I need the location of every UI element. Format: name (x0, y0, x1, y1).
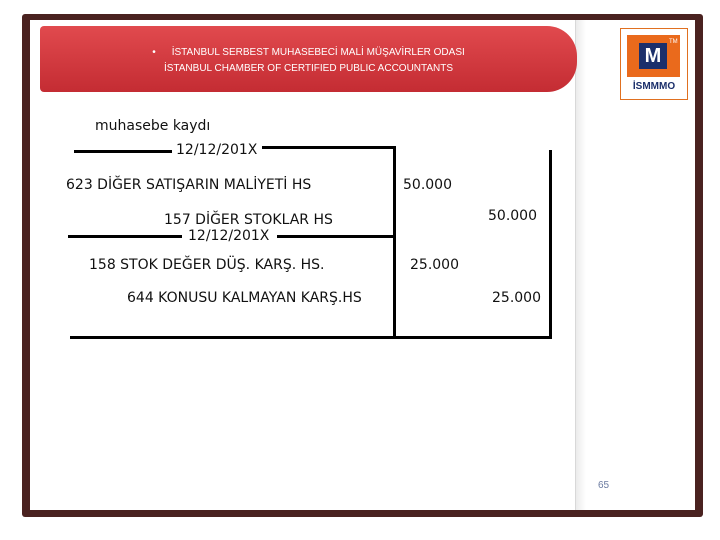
header-title-tr: İSTANBUL SERBEST MUHASEBECİ MALİ MÜŞAVİRLER ODASI (171, 47, 465, 58)
debit-account-2: 158 STOK DEĞER DÜŞ. KARŞ. HS. (89, 257, 325, 273)
credit-account-2: 644 KONUSU KALMAYAN KARŞ.HS (127, 290, 362, 306)
entry-title: muhasebe kaydı (95, 118, 211, 134)
credit-amount-1: 50.000 (488, 208, 537, 224)
debit-amount-2: 25.000 (410, 257, 459, 273)
header-banner (40, 26, 577, 92)
page-number: 65 (598, 480, 610, 491)
rule-mid-left (68, 235, 182, 238)
logo-letter: M (639, 43, 667, 69)
bullet: • (152, 47, 156, 58)
rule-bottom (70, 336, 552, 339)
logo-trademark: TM (669, 39, 678, 45)
ismmmo-logo (620, 28, 688, 100)
rule-mid-right (277, 235, 396, 238)
credit-account-1: 157 DİĞER STOKLAR HS (164, 212, 333, 228)
rule-top-left (74, 150, 172, 153)
entry-date-2: 12/12/201X (188, 228, 270, 244)
spine-shadow (576, 20, 586, 510)
header-title-en: İSTANBUL CHAMBER OF CERTIFIED PUBLIC ACCOUNTANTS (163, 63, 454, 74)
ledger-divider-right (549, 150, 552, 339)
debit-amount-1: 50.000 (403, 177, 452, 193)
credit-amount-2: 25.000 (492, 290, 541, 306)
ledger-divider-left (393, 146, 396, 339)
rule-top-right (262, 146, 396, 149)
debit-account-1: 623 DİĞER SATIŞARIN MALİYETİ HS (66, 177, 312, 193)
logo-mark (627, 35, 680, 77)
entry-date-1: 12/12/201X (176, 142, 258, 158)
logo-text: İSMMMO (632, 81, 676, 92)
